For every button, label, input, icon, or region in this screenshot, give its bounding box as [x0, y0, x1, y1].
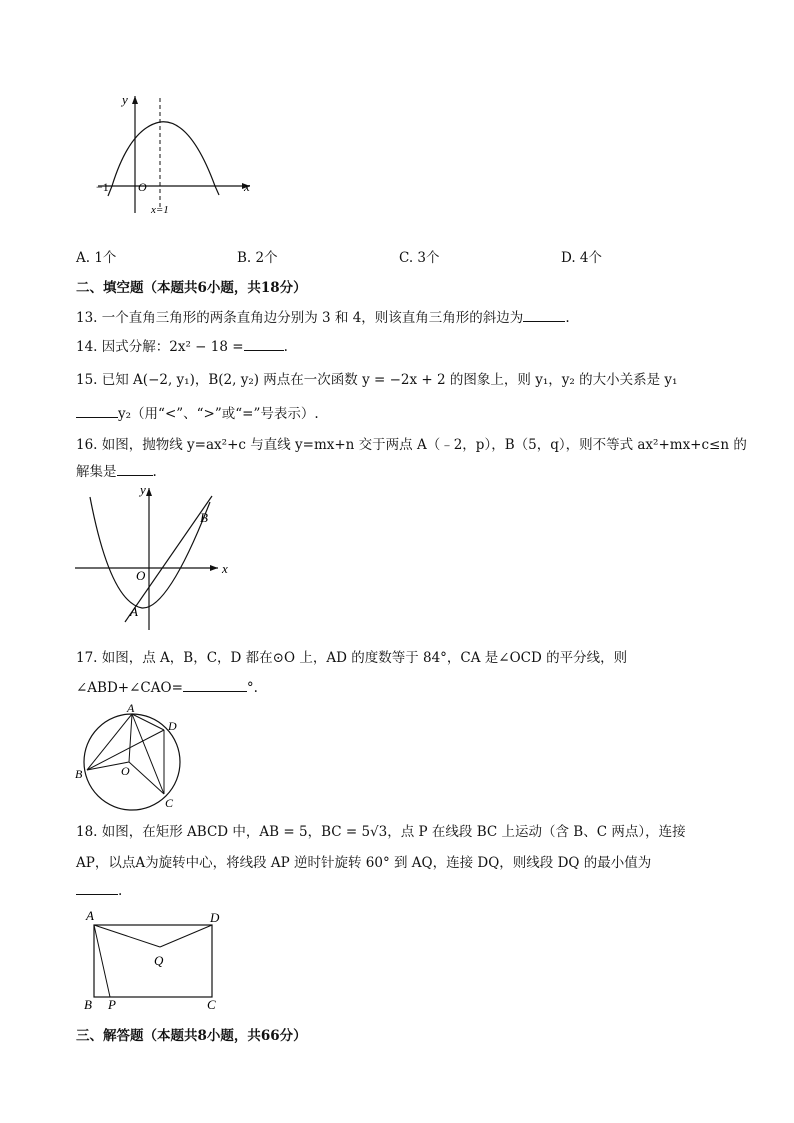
q17-line2-text: ∠ABD+∠CAO= — [76, 680, 183, 696]
q15-line2-text: y₂（用“<”、“>”或“=”号表示）. — [118, 406, 319, 422]
fig16-x-label: x — [222, 561, 228, 576]
figure-q12-parabola — [90, 88, 260, 218]
q16-answer-blank[interactable] — [117, 461, 153, 476]
fig12-neg1-label: −1 — [96, 180, 109, 194]
fig12-origin-label: O — [138, 180, 147, 194]
q13-text: 13. 一个直角三角形的两条直角边分别为 3 和 4，则该直角三角形的斜边为 — [76, 310, 524, 326]
fig16-origin-label: O — [136, 568, 146, 583]
fig16-y-label: y — [140, 482, 146, 497]
fig17-a-label: A — [127, 701, 135, 715]
q13-end: . — [565, 310, 570, 326]
question-16-line1: 16. 如图，抛物线 y=ax²+c 与直线 y=mx+n 交于两点 A（﹣2，p），B（5，q），则不等式 ax²+mx+c≤n 的 — [76, 437, 747, 453]
fig16-a-label: A — [130, 604, 138, 619]
q14-answer-blank[interactable] — [244, 336, 284, 351]
q17-answer-blank[interactable] — [183, 677, 247, 692]
fig17-c-label: C — [165, 796, 174, 810]
question-17-line1: 17. 如图，点 A，B，C，D 都在⊙O 上，AD 的度数等于 84°，CA 是∠OCD 的平分线，则 — [76, 650, 628, 666]
figure-q16-parabola-line — [70, 482, 240, 632]
fig16-b-label: B — [200, 510, 208, 525]
question-15-line1: 15. 已知 A(−2, y₁)，B(2, y₂) 两点在一次函数 y = −2x + 2 的图象上，则 y₁，y₂ 的大小关系是 y₁ — [76, 372, 678, 388]
q18-end: . — [118, 883, 123, 899]
figure-q18-rectangle — [80, 905, 230, 1013]
q18-answer-blank[interactable] — [76, 880, 118, 895]
q15-answer-blank[interactable] — [76, 403, 118, 418]
question-17-line2 — [76, 677, 258, 696]
section-2-title: 二、填空题（本题共6小题，共18分） — [76, 280, 307, 296]
fig18-q-label: Q — [154, 953, 164, 968]
fig12-x-label: x — [244, 179, 250, 194]
fig18-d-label: D — [210, 910, 220, 925]
fig17-d-label: D — [168, 719, 177, 733]
fig17-o-label: O — [121, 764, 130, 778]
q16-end: . — [152, 464, 157, 480]
figure-q17-circle — [72, 700, 202, 812]
option-b: B. 2个 — [237, 250, 278, 266]
fig17-b-label: B — [75, 767, 83, 781]
option-d: D. 4个 — [561, 250, 603, 266]
fig18-p-label: P — [108, 997, 116, 1012]
question-14 — [76, 335, 288, 355]
q17-end: °. — [246, 680, 258, 696]
q14-end: . — [283, 339, 288, 355]
section-3-title: 三、解答题（本题共8小题，共66分） — [76, 1028, 307, 1044]
question-18-line2: AP，以点A为旋转中心，将线段 AP 逆时针旋转 60° 到 AQ，连接 DQ，则线段 DQ 的最小值为 — [76, 855, 652, 871]
fig18-a-label: A — [86, 908, 94, 923]
fig12-axis-label: x=1 — [151, 204, 169, 216]
question-15-line2 — [76, 402, 319, 422]
question-16-line2 — [76, 460, 157, 480]
question-18-line3 — [76, 880, 122, 899]
question-18-line1: 18. 如图，在矩形 ABCD 中，AB = 5，BC = 5√3，点 P 在线段 BC 上运动（含 B、C 两点），连接 — [76, 824, 686, 840]
option-a: A. 1个 — [76, 250, 117, 266]
fig12-y-label: y — [122, 92, 128, 107]
option-c: C. 3个 — [399, 250, 440, 266]
fig18-c-label: C — [207, 997, 216, 1012]
fig18-b-label: B — [84, 997, 92, 1012]
q16-line2-text: 解集是 — [76, 464, 117, 480]
q13-answer-blank[interactable] — [523, 307, 565, 322]
q14-text: 14. 因式分解：2x² − 18 = — [76, 339, 244, 355]
question-13 — [76, 306, 570, 326]
